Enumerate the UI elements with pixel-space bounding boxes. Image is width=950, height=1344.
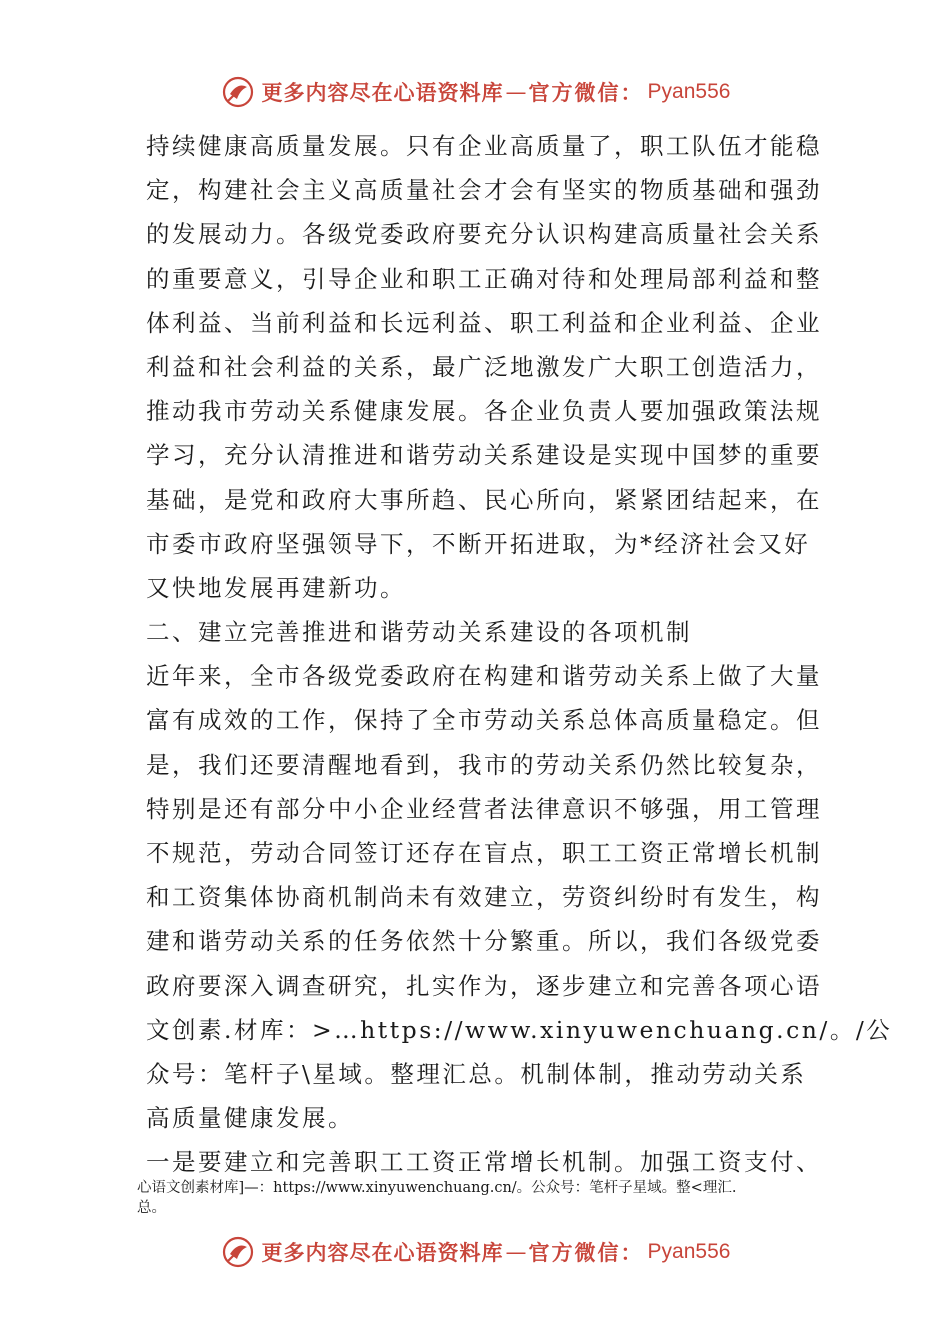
footnote-line: 心语文创素材库]—：https://www.xinyuwenchuang.cn/。公众号：笔杆子星域。整<理汇. <box>137 1180 737 1196</box>
footnote <box>137 1178 837 1218</box>
body-line: 众号：笔杆子\星域。整理汇总。机制体制，推动劳动关系 <box>146 1059 807 1088</box>
body-line: 政府要深入调查研究，扎实作为，逐步建立和完善各项心语 <box>146 971 822 1000</box>
footer-brand-text: 更多内容尽在心语资料库 <box>261 1240 504 1265</box>
header-wechat-id: Pyan556 <box>647 80 731 103</box>
header-wechat-label: 官方微信： <box>528 80 644 105</box>
body-line: 是，我们还要清醒地看到，我市的劳动关系仍然比较复杂， <box>146 750 822 779</box>
header-brand-text: 更多内容尽在心语资料库 <box>261 80 504 105</box>
header-dash: — <box>505 80 527 104</box>
body-line: 和工资集体协商机制尚未有效建立，劳资纠纷时有发生，构 <box>146 883 822 912</box>
footer-banner <box>0 1232 950 1272</box>
body-line: 的发展动力。各级党委政府要充分认识构建高质量社会关系 <box>146 220 822 249</box>
footer-dash: — <box>505 1240 527 1264</box>
body-line: 基础，是党和政府大事所趋、民心所向，紧紧团结起来，在 <box>146 485 822 514</box>
brand-logo-icon <box>220 74 256 110</box>
footer-wechat-id: Pyan556 <box>647 1240 731 1263</box>
body-line: 定，构建社会主义高质量社会才会有坚实的物质基础和强劲 <box>146 176 822 205</box>
body-line: 利益和社会利益的关系，最广泛地激发广大职工创造活力， <box>146 352 822 381</box>
body-line: 持续健康高质量发展。只有企业高质量了，职工队伍才能稳 <box>146 132 822 160</box>
document-body <box>146 124 893 1185</box>
body-line: 的重要意义，引导企业和职工正确对待和处理局部利益和整 <box>146 264 822 293</box>
body-line: 推动我市劳动关系健康发展。各企业负责人要加强政策法规 <box>146 397 822 426</box>
body-line: 文创素.材库：>…https://www.xinyuwenchuang.cn/。/公 <box>146 1015 893 1044</box>
header-banner <box>0 72 950 112</box>
body-line: 体利益、当前利益和长远利益、职工利益和企业利益、企业 <box>146 308 822 337</box>
footnote-line: 总。 <box>137 1200 166 1216</box>
section-heading: 二、建立完善推进和谐劳动关系建设的各项机制 <box>146 618 692 647</box>
footer-wechat-label: 官方微信： <box>528 1240 644 1265</box>
body-line: 一是要建立和完善职工工资正常增长机制。加强工资支付、 <box>146 1148 822 1177</box>
body-line: 市委市政府坚强领导下，不断开拓进取，为*经济社会又好 <box>146 529 811 558</box>
brand-logo-icon <box>220 1234 256 1270</box>
body-line: 富有成效的工作，保持了全市劳动关系总体高质量稳定。但 <box>146 706 822 735</box>
body-line: 学习，充分认清推进和谐劳动关系建设是实现中国梦的重要 <box>146 441 822 470</box>
body-line: 建和谐劳动关系的任务依然十分繁重。所以，我们各级党委 <box>146 927 822 956</box>
body-line: 近年来，全市各级党委政府在构建和谐劳动关系上做了大量 <box>146 662 822 691</box>
body-line: 特别是还有部分中小企业经营者法律意识不够强，用工管理 <box>146 794 822 823</box>
body-line: 高质量健康发展。 <box>146 1104 354 1133</box>
body-line: 又快地发展再建新功。 <box>146 573 406 602</box>
body-line: 不规范，劳动合同签订还存在盲点，职工工资正常增长机制 <box>146 839 822 867</box>
